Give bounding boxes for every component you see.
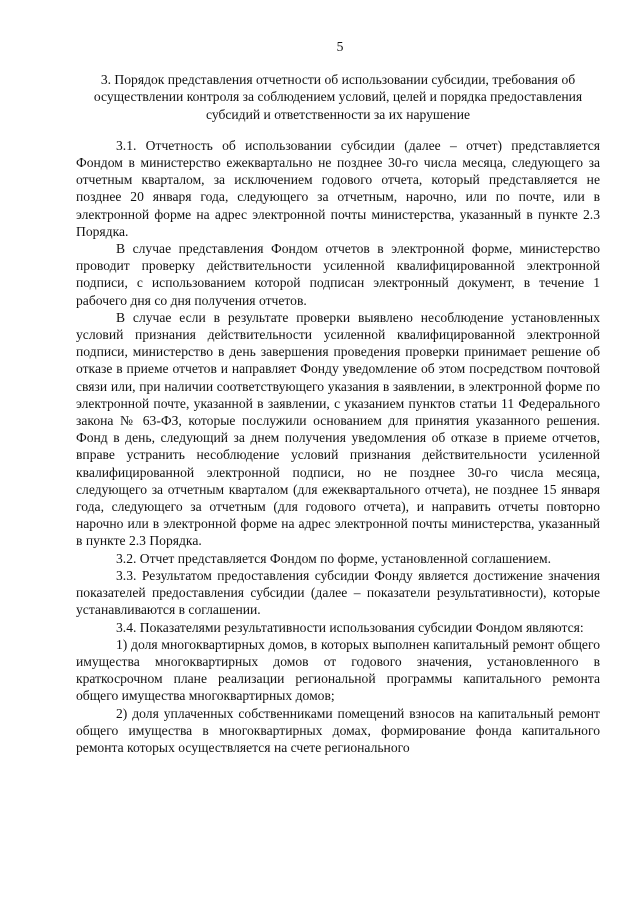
paragraph-3-1: 3.1. Отчетность об использовании субсидии (далее – отчет) представляется Фондом в министерство ежеквартально не позднее 30-го числа месяца, следующего за отчетным кварталом, за исключением годового отчета, который представляется не позднее 20 января года, следующего за отчетным, нарочно, или по почте, или в электронной форме на адрес электронной почты министерства, указанный в пункте 2.3 Порядка. <box>76 137 600 239</box>
page-number: 5 <box>336 39 344 54</box>
section-heading: 3. Порядок представления отчетности об использовании субсидии, требования об осуществлении контроля за соблюдением условий, целей и порядка предоставления субсидий и ответственности за их нарушение <box>93 72 583 122</box>
list-item-indicator-2: 2) доля уплаченных собственниками помещений взносов на капитальный ремонт общего имущества в многоквартирных домах, формирование фонда капитального ремонта которых осуществляется на счете регионального <box>76 705 600 755</box>
paragraph-electronic-check: В случае представления Фондом отчетов в электронной форме, министерство проводит проверку действительности усиленной квалифицированной электронной подписи, с использованием которой подписан электронный документ, в течение 1 рабочего дня со дня получения отчетов. <box>76 241 600 308</box>
list-item-indicator-1: 1) доля многоквартирных домов, в которых выполнен капитальный ремонт общего имущества многоквартирных домов от годового значения, установленного в краткосрочном плане реализации региональной программы капитального ремонта общего имущества многоквартирных домов; <box>76 636 600 704</box>
paragraph-3-4: 3.4. Показателями результативности использования субсидии Фондом являются: <box>116 619 584 635</box>
paragraph-3-2: 3.2. Отчет представляется Фондом по форме, установленной соглашением. <box>116 550 551 566</box>
paragraph-3-3: 3.3. Результатом предоставления субсидии Фонду является достижение значения показателей предоставления субсидии (далее – показатели результативности), которые устанавливаются в соглашении. <box>76 567 600 618</box>
paragraph-signature-refusal: В случае если в результате проверки выявлено несоблюдение установленных условий признания действительности усиленной квалифицированной электронной подписи, министерство в день завершения проведения проверки принимает решение об отказе в приеме отчетов и направляет Фонду уведомление об этом посредством почтовой связи или, при наличии соответствующего указания в заявлении, в электронной форме по электронной почте, указанной в заявлении, с указанием пунктов статьи 11 Федерального закона № 63-ФЗ, которые послужили основанием для принятия указанного решения. Фонд в день, следующий за днем получения уведомления об отказе в приеме отчетов, вправе устранить несоблюдение условий признания действительности усиленной квалифицированной электронной подписи, но не позднее 30-го числа месяца, следующего за отчетным кварталом (для ежеквартального отчета), не позднее 15 января года, следующего за отчетным (для годового отчета), и направить отчеты повторно нарочно или в электронной форме на адрес электронной почты министерства, указанный в пункте 2.3 Порядка. <box>76 309 600 549</box>
